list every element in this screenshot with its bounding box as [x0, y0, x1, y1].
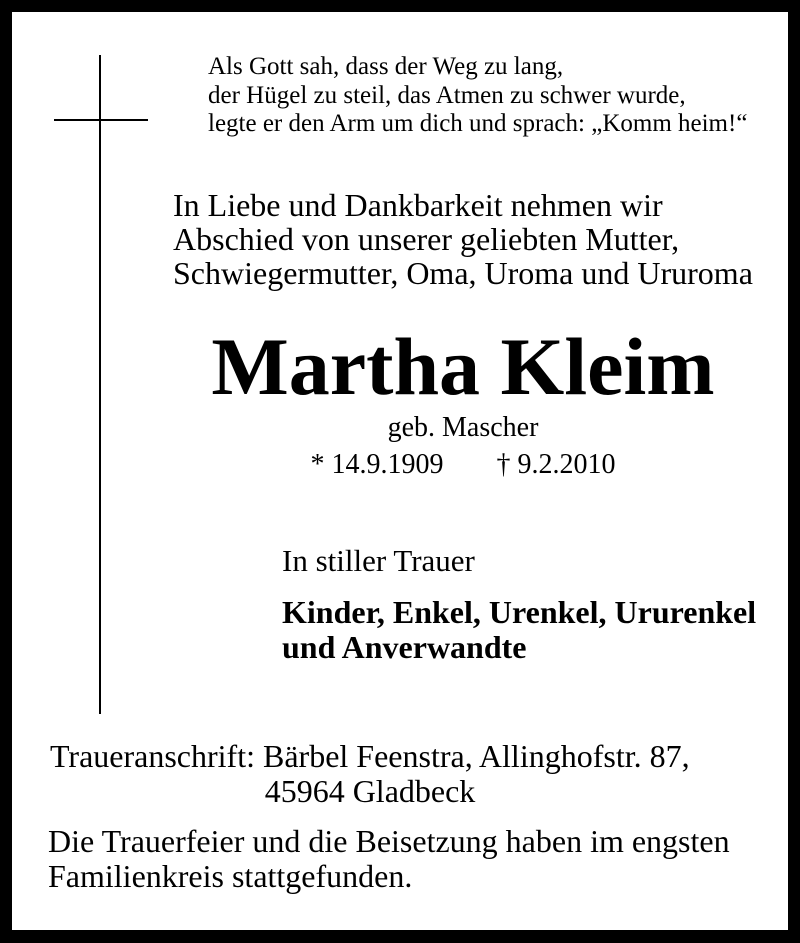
cross-horizontal-bar: [54, 119, 148, 121]
life-dates: [130, 449, 796, 480]
cross-vertical-bar: [99, 55, 101, 714]
mourners-line: Kinder, Enkel, Urenkel, Ururenkel: [282, 594, 757, 630]
funeral-note-line: Familienkreis stattgefunden.: [48, 858, 413, 894]
maiden-name: geb. Mascher: [387, 412, 539, 443]
mourning-address-city: 45964 Gladbeck: [264, 773, 476, 809]
farewell-intro-line: In Liebe und Dankbarkeit nehmen wir: [173, 187, 663, 223]
death-date: † 9.2.2010: [496, 449, 616, 480]
verse-line: legte er den Arm um dich und sprach: „Komm heim!“: [208, 110, 748, 137]
mourning-intro: In stiller Trauer: [282, 543, 475, 578]
deceased-name: Martha Kleim: [211, 321, 715, 412]
farewell-intro-line: Abschied von unserer geliebten Mutter,: [173, 221, 680, 257]
farewell-intro: [173, 188, 753, 290]
verse-line: der Hügel zu steil, das Atmen zu schwer wurde,: [208, 81, 686, 109]
mourning-address-line: Traueranschrift: Bärbel Feenstra, Allinghofstr. 87,: [50, 738, 690, 774]
mourning-address: [50, 739, 690, 809]
funeral-note-line: Die Trauerfeier und die Beisetzung haben im engsten: [48, 823, 730, 859]
mourners: [282, 595, 756, 665]
memorial-verse: [208, 53, 747, 139]
farewell-intro-line: Schwiegermutter, Oma, Uroma und Ururoma: [173, 255, 753, 291]
verse-line: Als Gott sah, dass der Weg zu lang,: [208, 53, 564, 80]
birth-date: * 14.9.1909: [310, 449, 444, 480]
funeral-note: [48, 824, 730, 894]
mourners-line: und Anverwandte: [282, 629, 527, 665]
